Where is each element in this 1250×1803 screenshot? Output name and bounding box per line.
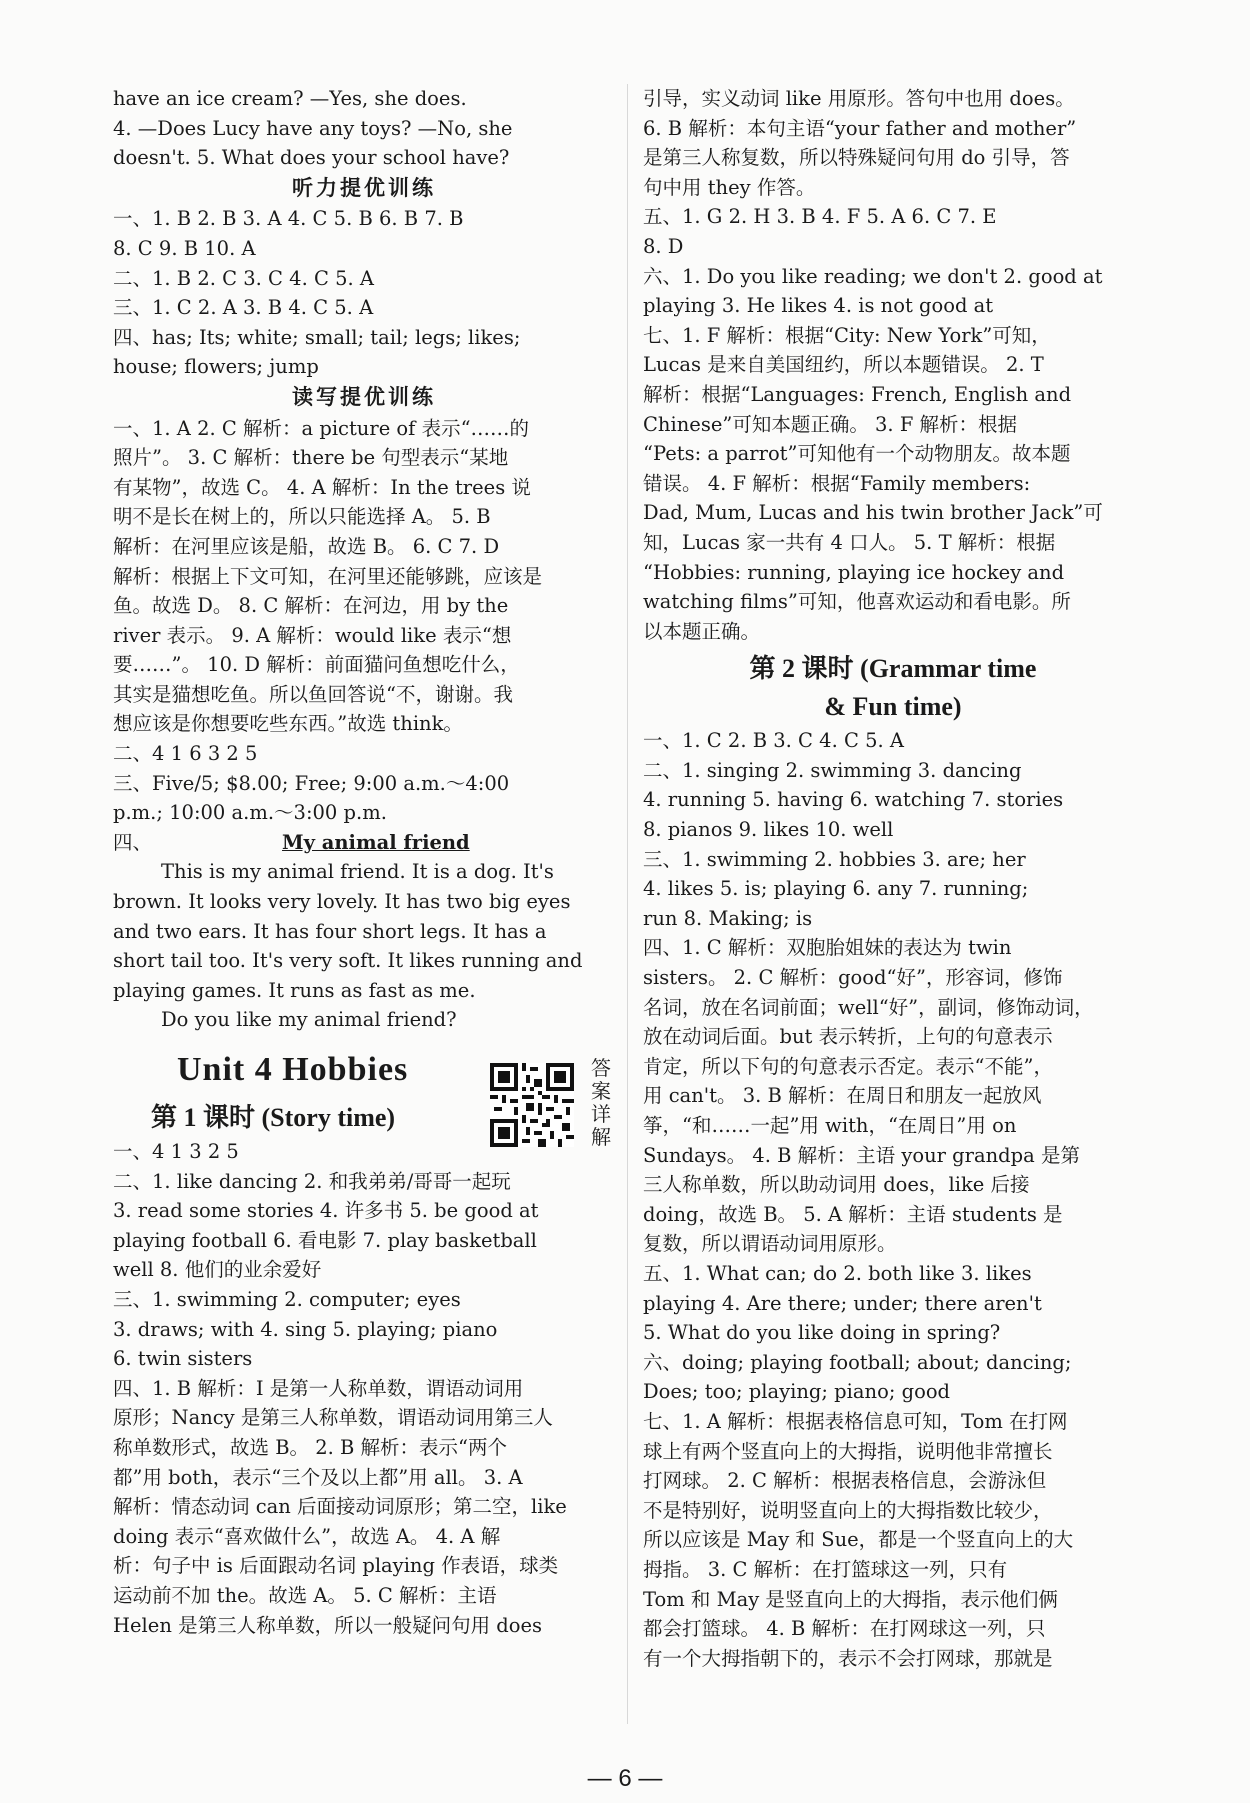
text-line: 6. twin sisters	[113, 1347, 253, 1371]
text-line: 以本题正确。	[643, 619, 761, 643]
essay-line: Do you like my animal friend?	[161, 1008, 457, 1032]
text-line: 5. What do you like doing in spring?	[643, 1321, 1001, 1345]
text-line: 句中用 they 作答。	[643, 175, 816, 199]
text-line: 一、1. A 2. C 解析：a picture of 表示“……的	[113, 416, 530, 440]
text-line: 肯定，所以下句的句意表示否定。表示“不能”，	[643, 1054, 1053, 1078]
text-line: 照片”。 3. C 解析：there be 句型表示“某地	[113, 446, 509, 470]
text-line: doing，故选 B。 5. A 解析：主语 students 是	[643, 1202, 1063, 1226]
text-line: 其实是猫想吃鱼。所以鱼回答说“不，谢谢。我	[113, 682, 513, 706]
text-line: 四、1. C 解析：双胞胎姐妹的表达为 twin	[643, 936, 1012, 960]
text-line: playing 4. Are there; under; there aren't	[643, 1291, 1042, 1315]
text-line: Dad, Mum, Lucas and his twin brother Jack”可	[643, 501, 1103, 525]
text-line: 解析：情态动词 can 后面接动词原形；第二空，like	[113, 1495, 567, 1519]
text-line: 解析：在河里应该是船，故选 B。 6. C 7. D	[113, 534, 500, 558]
text-line: river 表示。 9. A 解析：would like 表示“想	[113, 623, 512, 647]
essay-line: brown. It looks very lovely. It has two big eyes	[113, 890, 571, 914]
text-line: 三人称单数，所以助动词用 does，like 后接	[643, 1173, 1030, 1197]
text-line: Helen 是第三人称单数，所以一般疑问句用 does	[113, 1613, 543, 1637]
text-line: Lucas 是来自美国纽约，所以本题错误。 2. T	[643, 353, 1044, 377]
right-column	[643, 84, 1143, 1673]
text-line: playing 3. He likes 4. is not good at	[643, 294, 994, 318]
text-line: 3. draws; with 4. sing 5. playing; piano	[113, 1317, 498, 1341]
text-line: 知，Lucas 家一共有 4 口人。 5. T 解析：根据	[643, 530, 1056, 554]
text-line: 三、Five/5; $8.00; Free; 9:00 a.m.～4:00	[113, 771, 510, 795]
text-line: 有某物”，故选 C。 4. A 解析：In the trees 说	[113, 475, 531, 499]
text-line: 引导，实义动词 like 用原形。答句中也用 does。	[643, 87, 1075, 110]
text-line: 三、1. swimming 2. computer; eyes	[113, 1287, 461, 1311]
text-line: 原形；Nancy 是第三人称单数，谓语动词用第三人	[113, 1406, 553, 1430]
text-line: 析：句子中 is 后面跟动名词 playing 作表语，球类	[113, 1554, 559, 1578]
text-line: 四、has; Its; white; small; tail; legs; likes;	[113, 325, 521, 349]
text-line: 称单数形式，故选 B。 2. B 解析：表示“两个	[113, 1435, 508, 1459]
text-line: 一、1. B 2. B 3. A 4. C 5. B 6. B 7. B	[113, 207, 464, 231]
text-line: Chinese”可知本题正确。 3. F 解析：根据	[643, 412, 1018, 436]
text-line: “Hobbies: running, playing ice hockey and	[643, 560, 1065, 584]
listening-section-title: 听力提优训练	[292, 175, 436, 200]
reading-writing-section-title: 读写提优训练	[292, 384, 436, 409]
text-line: well 8. 他们的业余爱好	[113, 1258, 322, 1282]
text-line: Does; too; playing; piano; good	[643, 1380, 951, 1404]
text-line: house; flowers; jump	[113, 355, 319, 379]
text-line: 五、1. What can; do 2. both like 3. likes	[643, 1261, 1032, 1285]
text-line: 六、doing; playing football; about; dancing;	[643, 1350, 1072, 1374]
text-line: 都会打篮球。 4. B 解析：在打网球这一列，只	[643, 1617, 1046, 1641]
text-line: run 8. Making; is	[643, 906, 813, 930]
essay-line: short tail too. It's very soft. It likes running and	[113, 949, 583, 973]
lesson2-title-line2: & Fun time)	[824, 692, 962, 722]
text-line: 七、1. F 解析：根据“City: New York”可知，	[643, 323, 1051, 347]
text-line: 复数，所以谓语动词用原形。	[643, 1232, 897, 1256]
essay-line: playing games. It runs as fast as me.	[113, 978, 476, 1002]
text-line: 运动前不加 the。故选 A。 5. C 解析：主语	[113, 1583, 497, 1607]
lesson2-title-line1: 第 2 课时 (Grammar time	[749, 654, 1037, 684]
text-line: 筝，“和……一起”用 with，“在周日”用 on	[643, 1114, 1017, 1137]
text-line: 打网球。 2. C 解析：根据表格信息，会游泳但	[643, 1469, 1047, 1493]
text-line: 解析：根据上下文可知，在河里还能够跳，应该是	[113, 564, 543, 588]
text-line: 二、4 1 6 3 2 5	[113, 742, 258, 766]
text-line: doesn't. 5. What does your school have?	[113, 146, 510, 170]
text-line: 3. read some stories 4. 许多书 5. be good at	[113, 1199, 539, 1223]
text-line: sisters。 2. C 解析：good“好”，形容词，修饰	[643, 966, 1063, 990]
text-line: 有一个大拇指朝下的，表示不会打网球，那就是	[643, 1646, 1053, 1670]
essay-title: My animal friend	[282, 830, 470, 854]
text-line: 一、1. C 2. B 3. C 4. C 5. A	[643, 729, 904, 753]
left-column	[113, 84, 615, 1640]
text-line: 4. running 5. having 6. watching 7. stories	[643, 788, 1064, 812]
text-line: 8. C 9. B 10. A	[113, 236, 256, 260]
text-line: 不是特别好，说明竖直向上的大拇指数比较少，	[643, 1498, 1053, 1522]
text-line: 解析：根据“Languages: French, English and	[643, 382, 1072, 406]
text-line: 球上有两个竖直向上的大拇指，说明他非常擅长	[643, 1439, 1053, 1463]
text-line: 二、1. like dancing 2. 和我弟弟/哥哥一起玩	[113, 1169, 511, 1193]
essay-line: and two ears. It has four short legs. It has a	[113, 919, 547, 943]
text-line: 错误。 4. F 解析：根据“Family members:	[643, 471, 1031, 495]
text-line: 想应该是你想要吃些东西。”故选 think。	[113, 712, 463, 736]
text-line: p.m.; 10:00 a.m.～3:00 p.m.	[113, 801, 387, 825]
text-line: 二、1. singing 2. swimming 3. dancing	[643, 758, 1022, 782]
text-line: 用 can't。 3. B 解析：在周日和朋友一起放风	[643, 1084, 1042, 1108]
text-line: have an ice cream? —Yes, she does.	[113, 87, 467, 110]
text-line: Tom 和 May 是竖直向上的大拇指，表示他们俩	[643, 1587, 1058, 1611]
unit-title: Unit 4 Hobbies	[177, 1051, 409, 1088]
text-line: 四、1. B 解析：I 是第一人称单数，谓语动词用	[113, 1376, 524, 1400]
text-line: 8. pianos 9. likes 10. well	[643, 818, 894, 842]
text-line: “Pets: a parrot”可知他有一个动物朋友。故本题	[643, 442, 1071, 466]
text-line: doing 表示“喜欢做什么”，故选 A。 4. A 解	[113, 1524, 501, 1548]
text-line: 名词，放在名词前面；well“好”，副词，修饰动词，	[643, 995, 1094, 1019]
essay-line: This is my animal friend. It is a dog. It's	[161, 860, 554, 884]
lesson1-title: 第 1 课时 (Story time)	[151, 1103, 396, 1132]
text-line: 6. B 解析：本句主语“your father and mother”	[643, 116, 1077, 140]
text-line: 三、1. C 2. A 3. B 4. C 5. A	[113, 296, 374, 320]
text-line: Sundays。 4. B 解析：主语 your grandpa 是第	[643, 1143, 1080, 1167]
text-line: playing football 6. 看电影 7. play basketball	[113, 1228, 537, 1252]
text-line: 拇指。 3. C 解析：在打篮球这一列，只有	[643, 1557, 1008, 1581]
text-line: 二、1. B 2. C 3. C 4. C 5. A	[113, 266, 374, 290]
text-line: 明不是长在树上的，所以只能选择 A。 5. B	[113, 505, 491, 529]
text-line: 三、1. swimming 2. hobbies 3. are; her	[643, 847, 1026, 871]
essay-heading	[113, 828, 615, 858]
qr-label: 答案详解	[591, 1056, 611, 1149]
text-line: 4. —Does Lucy have any toys? —No, she	[113, 116, 513, 140]
text-line: 鱼。故选 D。 8. C 解析：在河边，用 by the	[113, 594, 509, 618]
column-divider	[627, 84, 628, 1724]
text-line: 六、1. Do you like reading; we don't 2. good at	[643, 264, 1103, 288]
text-line: 8. D	[643, 234, 684, 258]
text-line: 一、4 1 3 2 5	[113, 1140, 239, 1163]
text-line: 放在动词后面。but 表示转折，上句的句意表示	[643, 1025, 1053, 1049]
qr-code[interactable]	[490, 1063, 574, 1147]
text-line: 要……”。 10. D 解析：前面猫问鱼想吃什么，	[113, 653, 520, 677]
essay-label: 四、	[113, 830, 153, 854]
page-number: — 6 —	[587, 1765, 663, 1792]
text-line: 五、1. G 2. H 3. B 4. F 5. A 6. C 7. E	[643, 205, 997, 229]
text-line: 所以应该是 May 和 Sue，都是一个竖直向上的大	[643, 1528, 1074, 1552]
text-line: 4. likes 5. is; playing 6. any 7. running;	[643, 877, 1029, 901]
text-line: watching films”可知，他喜欢运动和看电影。所	[643, 590, 1071, 614]
text-line: 七、1. A 解析：根据表格信息可知，Tom 在打网	[643, 1409, 1068, 1433]
text-line: 都”用 both，表示“三个及以上都”用 all。 3. A	[113, 1465, 523, 1489]
text-line: 是第三人称复数，所以特殊疑问句用 do 引导，答	[643, 146, 1070, 170]
